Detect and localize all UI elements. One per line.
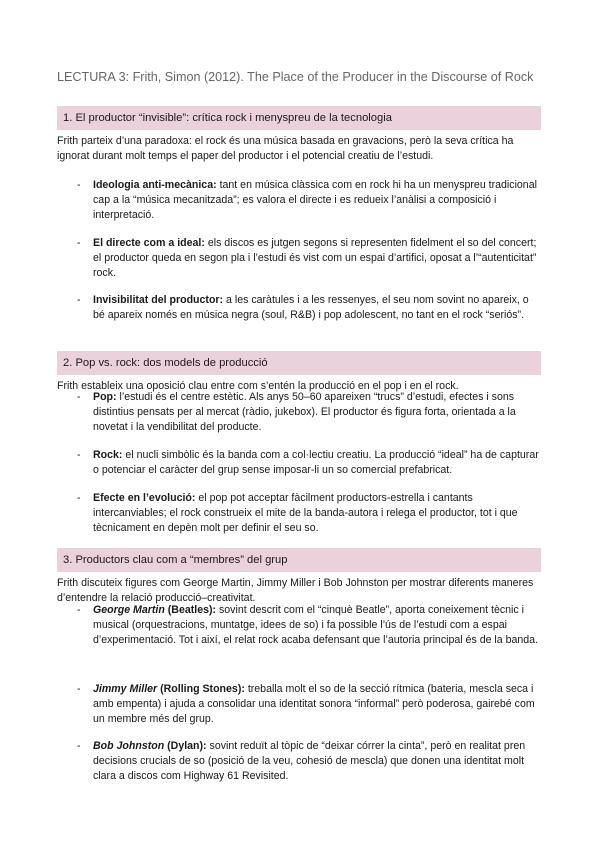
list-item bbox=[57, 448, 541, 478]
bullet-dash: - bbox=[77, 237, 81, 249]
bullet-dash: - bbox=[77, 449, 81, 461]
bullet-dash: - bbox=[77, 294, 81, 306]
document-title: LECTURA 3: Frith, Simon (2012). The Place of the Producer in the Discourse of Rock bbox=[57, 70, 534, 84]
item-text: tant en música clàssica com en rock hi ha un menyspreu tradicional cap a la “música mecanitzada”; es valora el directe i es redueix l’anàlisi a composició i interpretació. bbox=[93, 179, 537, 221]
section-heading: 2. Pop vs. rock: dos models de producció bbox=[57, 351, 541, 375]
item-term: (Rolling Stones): bbox=[157, 683, 245, 695]
section-heading: 1. El productor “invisible”: crítica rock i menyspreu de la tecnologia bbox=[57, 106, 541, 130]
item-term: (Beatles): bbox=[164, 604, 217, 616]
list-item bbox=[57, 178, 541, 223]
list-item bbox=[57, 491, 541, 536]
section-1-list bbox=[57, 178, 541, 223]
item-text: l’estudi és el centre estètic. Als anys 50–60 apareixen “trucs” d’estudi, efectes i sons distintius pensats per al mercat (ràdio, jukebox). El productor és figura forta, orientada a la novetat i la vendibilitat del producte. bbox=[93, 391, 516, 433]
section-heading: 3. Productors clau com a “membres” del grup bbox=[57, 548, 541, 572]
section-3 bbox=[57, 548, 541, 606]
section-2-list bbox=[57, 448, 541, 478]
producer-name: George Martin bbox=[93, 604, 165, 616]
section-3-list bbox=[57, 603, 541, 648]
item-term: Efecte en l’evolució: bbox=[93, 492, 196, 504]
section-1 bbox=[57, 106, 541, 164]
section-2 bbox=[57, 351, 541, 394]
section-2-list bbox=[57, 491, 541, 536]
item-term: El directe com a ideal: bbox=[93, 237, 205, 249]
item-term: Pop: bbox=[93, 391, 117, 403]
bullet-dash: - bbox=[77, 604, 81, 616]
list-item bbox=[57, 236, 541, 281]
section-1-list bbox=[57, 236, 541, 281]
item-text: el pop pot acceptar fàcilment productors-estrella i cantants intercanviables; el rock construeix el mite de la banda-autora i relega el productor, tot i que tècnicament en depèn molt per definir el seu so. bbox=[93, 492, 518, 534]
bullet-dash: - bbox=[77, 492, 81, 504]
item-text: els discos es jutgen segons si representen fidelment el so del concert; el productor queda en segon pla i l’estudi és vist com un espai d’artifici, oposat a l’“autenticitat” rock. bbox=[93, 237, 537, 279]
item-term: (Dylan): bbox=[164, 740, 207, 752]
item-text: a les caràtules i a les ressenyes, el seu nom sovint no apareix, o bé apareix només en música negra (soul, R&B) i pop adolescent, no tant en el rock “seriós”. bbox=[93, 294, 529, 321]
item-text: treballa molt el so de la secció rítmica (bateria, mescla seca i amb empenta) i ajuda a consolidar una identitat sonora “informal” però poderosa, gairebé com un membre més del grup. bbox=[93, 683, 535, 725]
section-3-list bbox=[57, 682, 541, 727]
producer-name: Jimmy Miller bbox=[93, 683, 158, 695]
item-text: sovint reduït al tòpic de “deixar córrer la cinta”, però en realitat pren decisions crucials de so (posició de la veu, cohesió de mescla) que donen una identitat molt clara a discos com Highway 61 Revisited. bbox=[93, 740, 526, 782]
bullet-dash: - bbox=[77, 740, 81, 752]
list-item bbox=[57, 739, 541, 784]
section-intro: Frith estableix una oposició clau entre com s’entén la producció en el pop i en el rock. bbox=[57, 380, 459, 392]
item-term: Ideologia anti-mecànica: bbox=[93, 179, 217, 191]
bullet-dash: - bbox=[77, 179, 81, 191]
item-term: Invisibilitat del productor: bbox=[93, 294, 224, 306]
item-text: sovint descrit com el “cinquè Beatle”, aporta coneixement tècnic i musical (orquestracions, muntatge, idees de so) i fa possible l’ús de l’estudi com a espai d’experimentació. Tot i així, el relat rock acaba defensant que l’autoria principal és de la banda. bbox=[93, 604, 539, 646]
section-1-list bbox=[57, 293, 541, 323]
bullet-dash: - bbox=[77, 683, 81, 695]
list-item bbox=[57, 390, 541, 435]
item-term: Rock: bbox=[93, 449, 123, 461]
list-item bbox=[57, 603, 541, 648]
list-item bbox=[57, 682, 541, 727]
bullet-dash: - bbox=[77, 391, 81, 403]
producer-name: Bob Johnston bbox=[93, 740, 165, 752]
section-2-list bbox=[57, 390, 541, 435]
section-intro: Frith parteix d’una paradoxa: el rock és una música basada en gravacions, però la seva crítica ha ignorat durant molt temps el paper del productor i el potencial creatiu de l’estudi. bbox=[57, 135, 514, 162]
section-3-list bbox=[57, 739, 541, 784]
list-item bbox=[57, 293, 541, 323]
section-intro: Frith discuteix figures com George Martin, Jimmy Miller i Bob Johnston per mostrar diferents maneres d’entendre la relació producció–creativitat. bbox=[57, 577, 534, 604]
item-text: el nucli simbòlic és la banda com a col·lectiu creatiu. La producció “ideal” ha de capturar o potenciar el caràcter del grup sense imposar-li un so comercial prefabricat. bbox=[93, 449, 539, 476]
